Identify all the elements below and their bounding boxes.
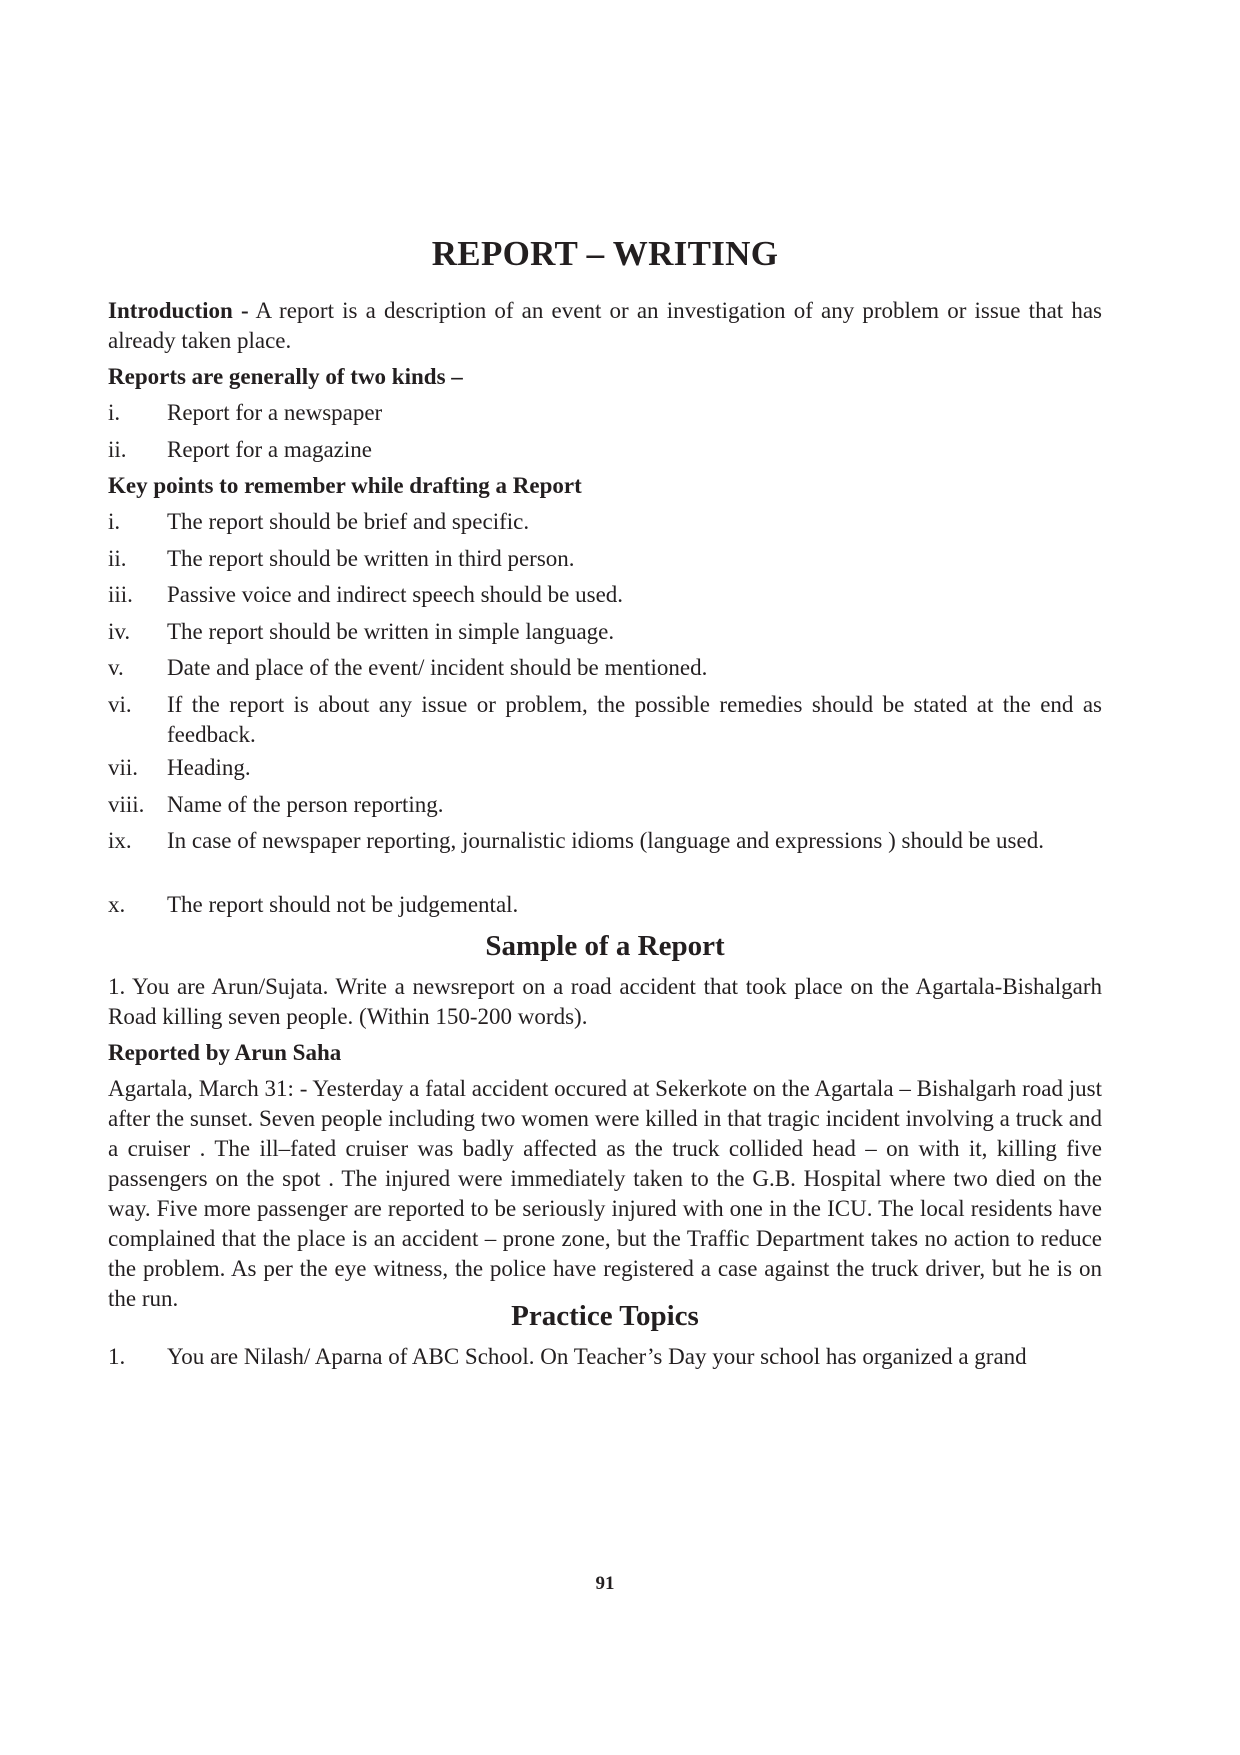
list-text: The report should be written in simple language. bbox=[167, 619, 615, 644]
intro-text: A report is a description of an event or an investigation of any problem or issue that has already taken place. bbox=[108, 298, 1102, 353]
sample-heading: Sample of a Report bbox=[485, 930, 725, 962]
list-text: The report should be written in third person. bbox=[167, 546, 575, 571]
kinds-heading: Reports are generally of two kinds – bbox=[108, 364, 463, 389]
list-text: If the report is about any issue or problem, the possible remedies should be stated at the end as feedback. bbox=[167, 692, 1102, 747]
sample-question: 1. You are Arun/Sujata. Write a newsreport on a road accident that took place on the Agartala-Bishalgarh Road killing seven people. (Within 150-200 words). bbox=[108, 974, 1102, 1029]
list-item bbox=[108, 1342, 1102, 1372]
list-number: iv. bbox=[108, 619, 131, 644]
list-item bbox=[108, 617, 1102, 647]
list-item bbox=[108, 653, 1102, 683]
list-text: Passive voice and indirect speech should be used. bbox=[167, 582, 624, 607]
list-number: vi. bbox=[108, 692, 132, 717]
list-item bbox=[108, 580, 1102, 610]
list-item bbox=[108, 398, 1102, 428]
sample-byline: Reported by Arun Saha bbox=[108, 1040, 342, 1065]
intro-label: Introduction - bbox=[108, 298, 249, 323]
list-text: The report should be brief and specific. bbox=[167, 509, 530, 534]
list-number: x. bbox=[108, 892, 126, 917]
list-number: ix. bbox=[108, 828, 132, 853]
intro-paragraph bbox=[108, 296, 1102, 356]
list-number: i. bbox=[108, 400, 121, 425]
key-points-heading: Key points to remember while drafting a Report bbox=[108, 473, 582, 498]
list-number: vii. bbox=[108, 755, 139, 780]
list-text: In case of newspaper reporting, journalistic idioms (language and expressions ) should be used. bbox=[167, 828, 1044, 853]
document-page bbox=[108, 0, 1102, 1755]
page-number: 91 bbox=[595, 1573, 615, 1594]
list-number: v. bbox=[108, 655, 124, 680]
list-number: ii. bbox=[108, 546, 127, 571]
practice-heading: Practice Topics bbox=[511, 1300, 699, 1332]
list-number: ii. bbox=[108, 437, 127, 462]
list-text: Report for a newspaper bbox=[167, 400, 383, 425]
list-text: Date and place of the event/ incident should be mentioned. bbox=[167, 655, 708, 680]
list-text: Heading. bbox=[167, 755, 251, 780]
list-item bbox=[108, 890, 1102, 920]
list-number: viii. bbox=[108, 792, 145, 817]
list-number: 1. bbox=[108, 1344, 126, 1369]
list-item bbox=[108, 544, 1102, 574]
list-item bbox=[108, 507, 1102, 537]
list-number: i. bbox=[108, 509, 121, 534]
sample-body: Agartala, March 31: - Yesterday a fatal accident occured at Sekerkote on the Agartala – Bishalgarh road just after the sunset. Seven people including two women were killed in that tragic incident involving a truck and a cruiser . The ill–fated cruiser was badly affected as the truck collided head – on with it, killing five passengers on the spot . The injured were immediately taken to the G.B. Hospital where two died on the way. Five more passenger are reported to be seriously injured with one in the ICU. The local residents have complained that the place is an accident – prone zone, but the Traffic Department takes no action to reduce the problem. As per the eye witness, the police have registered a case against the truck driver, but he is on the run. bbox=[108, 1076, 1102, 1311]
list-item bbox=[108, 435, 1102, 465]
list-text: The report should not be judgemental. bbox=[167, 892, 519, 917]
list-item bbox=[108, 690, 1102, 750]
list-number: iii. bbox=[108, 582, 133, 607]
list-text: Report for a magazine bbox=[167, 437, 372, 462]
list-text: You are Nilash/ Aparna of ABC School. On Teacher’s Day your school has organized a grand bbox=[167, 1344, 1027, 1369]
list-item bbox=[108, 790, 1102, 820]
list-text: Name of the person reporting. bbox=[167, 792, 444, 817]
list-item bbox=[108, 826, 1102, 856]
page-title: REPORT – WRITING bbox=[431, 234, 779, 273]
list-item bbox=[108, 753, 1102, 783]
